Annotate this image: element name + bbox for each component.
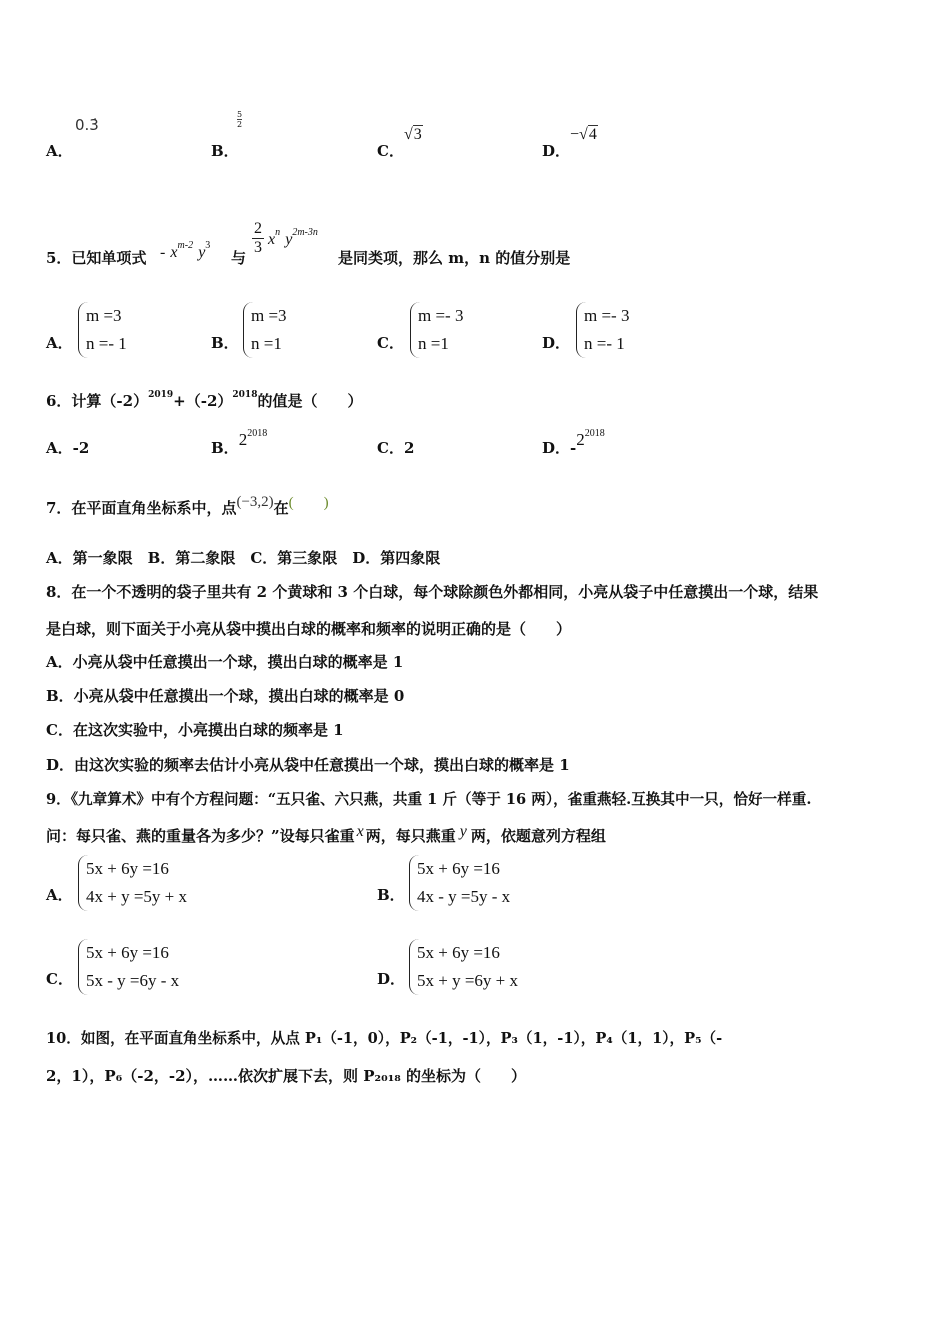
q8-line-1: 8．在一个不透明的袋子里共有 2 个黄球和 3 个白球，每个球除颜色外都相同，小亮从袋子中任意摸出一个球，结果 [46,583,819,601]
q4-option-b-fraction: 5 2 [237,110,243,129]
q4-option-a: A． [46,142,73,160]
q9-option-b-system: 5x + 6y =16 4x ‐ y =5y ‐ x [409,855,510,911]
q6-option-b: B．$2^{2018}$ [211,428,268,457]
q4-option-d-sqrt: −√4 [570,126,597,143]
q9-option-a-system: 5x + 6y =16 4x + y =5y + x [78,855,187,911]
q5-monomial-1: ‐ $x^{m‐2}$ $y^3$ [160,240,211,261]
q4-option-b: B． [211,142,239,160]
q9-option-b-label: B． [377,886,405,904]
q9-line-2: 问：每只雀、燕的重量各为多少？”设每只雀重 x 两，每只燕重 y 两，依题意列方程组 [46,823,606,845]
q8-option-d: D．由这次实验的频率去估计小亮从袋中任意摸出一个球，摸出白球的概率是 1 [46,756,570,774]
q5-option-d-system: m =‐ 3 n =‐ 1 [576,302,629,358]
q6-option-c: C．2 [377,439,415,457]
q10-line-1: 10．如图，在平面直角坐标系中，从点 P₁（‐1，0），P₂（‐1，‐1），P₃（1，‐1），P₄（1，1），P₅（‐ [46,1030,723,1047]
q8-line-2: 是白球，则下面关于小亮从袋中摸出白球的概率和频率的说明正确的是（ ） [46,620,572,638]
q5-stem-suffix: 是同类项，那么 m，n 的值分别是 [338,249,571,267]
q9-option-d-system: 5x + 6y =16 5x + y =6y + x [409,939,518,995]
q8-option-b: B．小亮从袋中任意摸出一个球，摸出白球的概率是 0 [46,687,405,705]
q7-options: A．第一象限 B．第二象限 C．第三象限 D．第四象限 [46,549,441,567]
q9-option-c-label: C． [46,970,73,988]
q5-option-b-label: B． [211,334,239,352]
q5-option-b-system: m =3 n =1 [243,302,287,358]
q9-option-c-system: 5x + 6y =16 5x ‐ y =6y ‐ x [78,939,179,995]
q6-option-a: A．-2 [46,439,90,457]
q4-option-d: D． [542,142,571,160]
q5-option-c-system: m =‐ 3 n =1 [410,302,463,358]
q5-connector: 与 [231,249,247,267]
q6-stem: 6．计算$(-2)^{2019}+(-2)^{2018}$的值是（ ） [46,390,363,410]
q4-option-c: C． [377,142,404,160]
q7-stem: 7．在平面直角坐标系中，点(−3,2)在( ) [46,494,329,517]
q9-line-1: 9．《九章算术》中有个方程问题：“五只雀、六只燕，共重 1 斤（等于 16 两），雀重燕轻.互换其中一只，恰好一样重. [46,791,812,808]
q4-option-c-sqrt: √3 [404,126,422,143]
q5-option-a-system: m =3 n =‐ 1 [78,302,127,358]
q5-option-d-label: D． [542,334,571,352]
q4-option-a-math: 0.3̇ [75,116,99,134]
q6-option-d: D．$-2^{2018}$ [542,428,605,457]
q8-option-c: C．在这次实验中，小亮摸出白球的频率是 1 [46,721,344,739]
q5-option-a-label: A． [46,334,73,352]
q8-option-a: A．小亮从袋中任意摸出一个球，摸出白球的概率是 1 [46,653,404,671]
q5-monomial-2: $\frac{2}{3}$ $x^n$ $y^{2m‐3n}$ [254,220,318,256]
q9-option-d-label: D． [377,970,406,988]
q10-line-2: 2，1），P₆（‐2，‐2），……依次扩展下去，则 P₂₀₁₈ 的坐标为（ ） [46,1067,527,1085]
q5-option-c-label: C． [377,334,404,352]
q9-option-a-label: A． [46,886,73,904]
q5-stem-prefix: 5．已知单项式 [46,249,147,267]
